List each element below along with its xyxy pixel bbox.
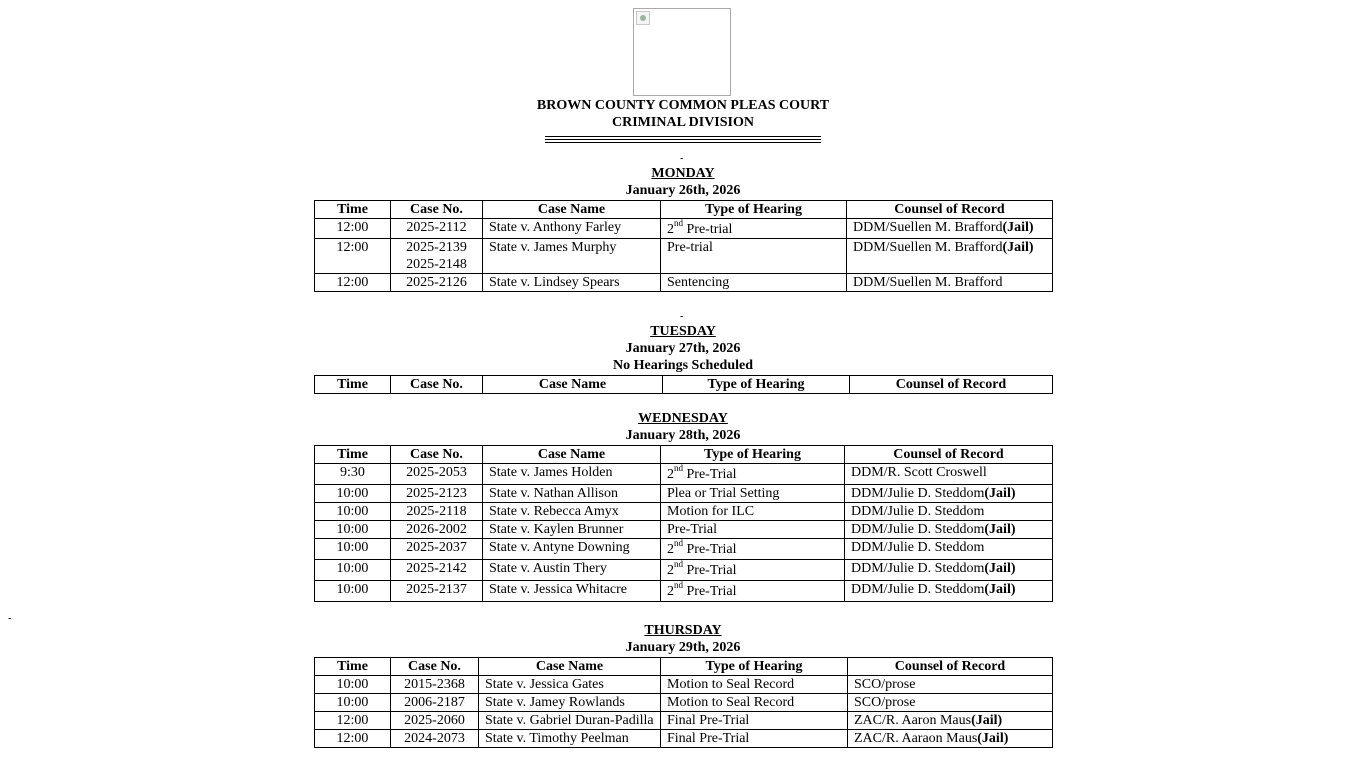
table-row <box>315 219 1053 239</box>
time-cell: 10:00 <box>315 581 391 602</box>
counsel-cell: DDM/Suellen M. Brafford(Jail) <box>847 239 1053 274</box>
col-time: Time <box>315 658 391 676</box>
col-case-name: Case Name <box>483 446 661 464</box>
col-case-name: Case Name <box>483 376 663 394</box>
case-name-cell: State v. Jessica Gates <box>479 676 661 694</box>
hearing-cell: 2nd Pre-Trial <box>661 464 845 485</box>
case-name-cell: State v. Lindsey Spears <box>483 274 661 292</box>
hearing-cell: 2nd Pre-trial <box>661 219 847 239</box>
case-no-cell: 2025-2123 <box>391 485 483 503</box>
case-no-cell: 2025-2053 <box>391 464 483 485</box>
counsel-cell: SCO/prose <box>848 694 1053 712</box>
case-name-cell: State v. Timothy Peelman <box>479 730 661 748</box>
counsel-cell: ZAC/R. Aaraon Maus(Jail) <box>848 730 1053 748</box>
hearing-cell: 2nd Pre-Trial <box>661 560 845 581</box>
thursday-heading: THURSDAY <box>644 623 722 638</box>
table-row <box>315 560 1053 581</box>
time-cell: 12:00 <box>315 712 391 730</box>
col-counsel: Counsel of Record <box>847 201 1053 219</box>
counsel-cell: DDM/Suellen M. Brafford <box>847 274 1053 292</box>
col-counsel: Counsel of Record <box>845 446 1053 464</box>
table-row <box>315 694 1053 712</box>
counsel-cell: DDM/Suellen M. Brafford(Jail) <box>847 219 1053 239</box>
time-cell: 10:00 <box>315 539 391 560</box>
table-header-row <box>315 446 1053 464</box>
case-name-cell: State v. Nathan Allison <box>483 485 661 503</box>
case-no-cell: 2025-2060 <box>391 712 479 730</box>
case-no-cell: 2025-2037 <box>391 539 483 560</box>
table-row <box>315 676 1053 694</box>
case-no-cell: 2025-2118 <box>391 503 483 521</box>
time-cell: 9:30 <box>315 464 391 485</box>
col-case-no: Case No. <box>391 446 483 464</box>
table-row <box>315 274 1053 292</box>
case-name-cell: State v. Anthony Farley <box>483 219 661 239</box>
case-name-cell: State v. Jessica Whitacre <box>483 581 661 602</box>
table-row <box>315 730 1053 748</box>
col-hearing-type: Type of Hearing <box>663 376 850 394</box>
hearing-cell: Plea or Trial Setting <box>661 485 845 503</box>
broken-image-icon <box>636 11 650 25</box>
time-cell: 10:00 <box>315 521 391 539</box>
col-time: Time <box>315 376 391 394</box>
thursday-table <box>314 657 1053 748</box>
case-no-cell: 2025-2137 <box>391 581 483 602</box>
case-no-cell: 2025-2139 2025-2148 <box>391 239 483 274</box>
table-header-row <box>315 658 1053 676</box>
division-title: CRIMINAL DIVISION <box>612 115 754 130</box>
wednesday-table <box>314 445 1053 602</box>
spacer-mark: - <box>680 311 684 322</box>
hearing-cell: Pre-trial <box>661 239 847 274</box>
wednesday-heading: WEDNESDAY <box>638 411 728 426</box>
counsel-cell: SCO/prose <box>848 676 1053 694</box>
counsel-cell: DDM/Julie D. Steddom(Jail) <box>845 560 1053 581</box>
hearing-cell: 2nd Pre-Trial <box>661 581 845 602</box>
wednesday-date: January 28th, 2026 <box>625 428 741 443</box>
col-case-name: Case Name <box>479 658 661 676</box>
monday-table <box>314 200 1053 292</box>
double-rule-divider <box>545 136 821 143</box>
table-header-row <box>315 376 1053 394</box>
time-cell: 12:00 <box>315 730 391 748</box>
table-row <box>315 521 1053 539</box>
tuesday-heading: TUESDAY <box>650 324 716 339</box>
time-cell: 10:00 <box>315 503 391 521</box>
case-name-cell: State v. James Holden <box>483 464 661 485</box>
col-case-no: Case No. <box>391 658 479 676</box>
hearing-cell: Motion to Seal Record <box>661 694 848 712</box>
table-row <box>315 539 1053 560</box>
table-row <box>315 464 1053 485</box>
counsel-cell: DDM/Julie D. Steddom(Jail) <box>845 521 1053 539</box>
hearing-cell: Final Pre-Trial <box>661 712 848 730</box>
case-no-cell: 2025-2112 <box>391 219 483 239</box>
thursday-date: January 29th, 2026 <box>625 640 741 655</box>
col-time: Time <box>315 201 391 219</box>
counsel-cell: DDM/Julie D. Steddom <box>845 539 1053 560</box>
table-row <box>315 712 1053 730</box>
counsel-cell: DDM/Julie D. Steddom(Jail) <box>845 485 1053 503</box>
col-case-no: Case No. <box>391 201 483 219</box>
counsel-cell: DDM/R. Scott Croswell <box>845 464 1053 485</box>
case-name-cell: State v. James Murphy <box>483 239 661 274</box>
counsel-cell: ZAC/R. Aaron Maus(Jail) <box>848 712 1053 730</box>
col-time: Time <box>315 446 391 464</box>
spacer-mark: - <box>8 613 12 624</box>
hearing-cell: Final Pre-Trial <box>661 730 848 748</box>
table-row <box>315 239 1053 274</box>
hearing-cell: Motion for ILC <box>661 503 845 521</box>
case-name-cell: State v. Gabriel Duran-Padilla <box>479 712 661 730</box>
table-row <box>315 503 1053 521</box>
table-row <box>315 581 1053 602</box>
time-cell: 10:00 <box>315 676 391 694</box>
court-title: BROWN COUNTY COMMON PLEAS COURT <box>536 98 830 113</box>
court-logo-image <box>633 8 731 96</box>
case-no-cell: 2024-2073 <box>391 730 479 748</box>
time-cell: 10:00 <box>315 694 391 712</box>
monday-date: January 26th, 2026 <box>625 183 741 198</box>
spacer-mark: - <box>680 153 684 164</box>
case-no-cell: 2006-2187 <box>391 694 479 712</box>
time-cell: 10:00 <box>315 485 391 503</box>
monday-heading: MONDAY <box>651 166 715 181</box>
time-cell: 10:00 <box>315 560 391 581</box>
case-name-cell: State v. Jamey Rowlands <box>479 694 661 712</box>
case-no-cell: 2025-2126 <box>391 274 483 292</box>
case-no-cell: 2026-2002 <box>391 521 483 539</box>
tuesday-date: January 27th, 2026 <box>625 341 741 356</box>
col-counsel: Counsel of Record <box>850 376 1053 394</box>
col-case-name: Case Name <box>483 201 661 219</box>
case-no-cell: 2015-2368 <box>391 676 479 694</box>
col-case-no: Case No. <box>391 376 483 394</box>
hearing-cell: Motion to Seal Record <box>661 676 848 694</box>
case-name-cell: State v. Antyne Downing <box>483 539 661 560</box>
case-name-cell: State v. Austin Thery <box>483 560 661 581</box>
counsel-cell: DDM/Julie D. Steddom(Jail) <box>845 581 1053 602</box>
hearing-cell: Pre-Trial <box>661 521 845 539</box>
col-hearing-type: Type of Hearing <box>661 658 848 676</box>
case-name-cell: State v. Rebecca Amyx <box>483 503 661 521</box>
time-cell: 12:00 <box>315 219 391 239</box>
time-cell: 12:00 <box>315 239 391 274</box>
tuesday-table <box>314 375 1053 394</box>
case-name-cell: State v. Kaylen Brunner <box>483 521 661 539</box>
col-hearing-type: Type of Hearing <box>661 446 845 464</box>
no-hearings-note: No Hearings Scheduled <box>612 358 753 373</box>
table-row <box>315 485 1053 503</box>
col-hearing-type: Type of Hearing <box>661 201 847 219</box>
case-no-cell: 2025-2142 <box>391 560 483 581</box>
counsel-cell: DDM/Julie D. Steddom <box>845 503 1053 521</box>
time-cell: 12:00 <box>315 274 391 292</box>
table-header-row <box>315 201 1053 219</box>
hearing-cell: 2nd Pre-Trial <box>661 539 845 560</box>
hearing-cell: Sentencing <box>661 274 847 292</box>
col-counsel: Counsel of Record <box>848 658 1053 676</box>
